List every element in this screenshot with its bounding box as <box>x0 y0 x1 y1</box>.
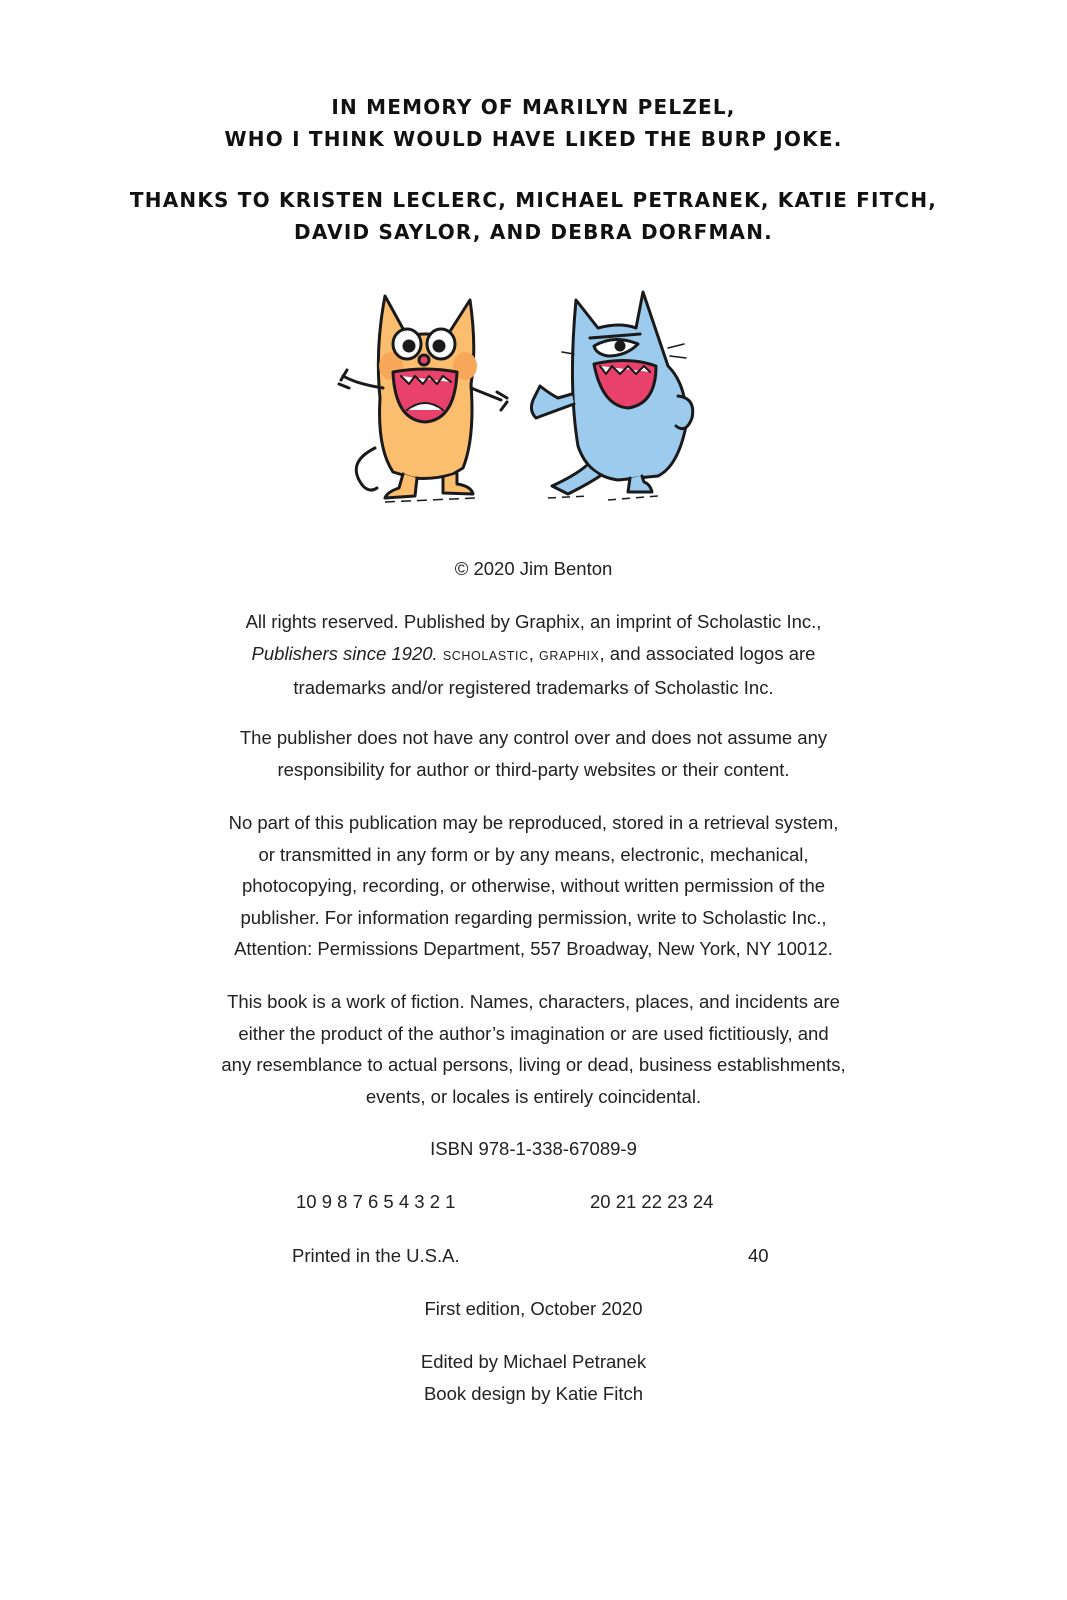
copyright-notice: © 2020 Jim Benton <box>454 558 613 579</box>
edition: First edition, October 2020 <box>424 1298 643 1319</box>
rights-line-3: trademarks and/or registered trademarks of Scholastic Inc. <box>293 677 774 698</box>
rights-paragraph <box>0 606 1067 704</box>
printer-code: 40 <box>748 1245 769 1266</box>
thanks-line-2: DAVID SAYLOR, AND DEBRA DORFMAN. <box>294 220 773 244</box>
rights-line-1: All rights reserved. Published by Graphix, an imprint of Scholastic Inc., <box>245 611 822 632</box>
editor-credit: Edited by Michael Petranek <box>420 1351 647 1372</box>
printing-years: 20 21 22 23 24 <box>590 1191 714 1212</box>
printing-numbers: 10 9 8 7 6 5 4 3 2 1 <box>296 1191 456 1212</box>
dedication-line-2: WHO I THINK WOULD HAVE LIKED THE BURP JOKE. <box>224 127 843 151</box>
thanks-line-1: THANKS TO KRISTEN LECLERC, MICHAEL PETRANEK, KATIE FITCH, <box>129 188 938 212</box>
publishers-since-text: Publishers since 1920. <box>251 642 438 664</box>
blue-cat-illustration <box>528 286 708 511</box>
orange-cat-illustration <box>325 288 525 508</box>
reproduction-line-2: or transmitted in any form or by any means, electronic, mechanical, <box>258 843 809 865</box>
reproduction-line-4: publisher. For information regarding permission, write to Scholastic Inc., <box>240 906 827 928</box>
fiction-disclaimer <box>0 986 1067 1112</box>
fiction-line-3: any resemblance to actual persons, living or dead, business establishments, <box>221 1054 846 1075</box>
publisher-note-line-2: responsibility for author or third-party websites or their content. <box>277 758 790 780</box>
rights-line-2 <box>0 638 1067 673</box>
reproduction-line-3: photocopying, recording, or otherwise, without written permission of the <box>241 875 826 896</box>
fiction-line-2: either the product of the author’s imagination or are used fictitiously, and <box>238 1022 829 1044</box>
printed-location: Printed in the U.S.A. <box>292 1245 460 1266</box>
credits <box>0 1346 1067 1409</box>
fiction-line-1: This book is a work of fiction. Names, characters, places, and incidents are <box>227 991 840 1012</box>
printing-line <box>0 1186 1067 1218</box>
dedication <box>0 91 1067 155</box>
reproduction-notice <box>0 807 1067 965</box>
fiction-line-4: events, or locales is entirely coincidental. <box>365 1085 702 1107</box>
publisher-note <box>0 722 1067 785</box>
scholastic-mark: SCHOLASTIC <box>442 648 529 663</box>
reproduction-line-1: No part of this publication may be reproduced, stored in a retrieval system, <box>228 812 839 833</box>
isbn: ISBN 978-1-338-67089-9 <box>430 1138 637 1159</box>
rights-separator: , <box>528 642 534 664</box>
graphix-mark: GRAPHIX <box>539 648 600 663</box>
rights-line-2-rest: , and associated logos are <box>599 642 816 664</box>
design-credit: Book design by Katie Fitch <box>423 1382 644 1404</box>
printed-line <box>0 1240 1067 1272</box>
acknowledgements <box>0 184 1067 248</box>
reproduction-line-5: Attention: Permissions Department, 557 Broadway, New York, NY 10012. <box>234 938 833 959</box>
dedication-line-1: IN MEMORY OF MARILYN PELZEL, <box>331 95 736 119</box>
publisher-note-line-1: The publisher does not have any control over and does not assume any <box>239 727 828 748</box>
